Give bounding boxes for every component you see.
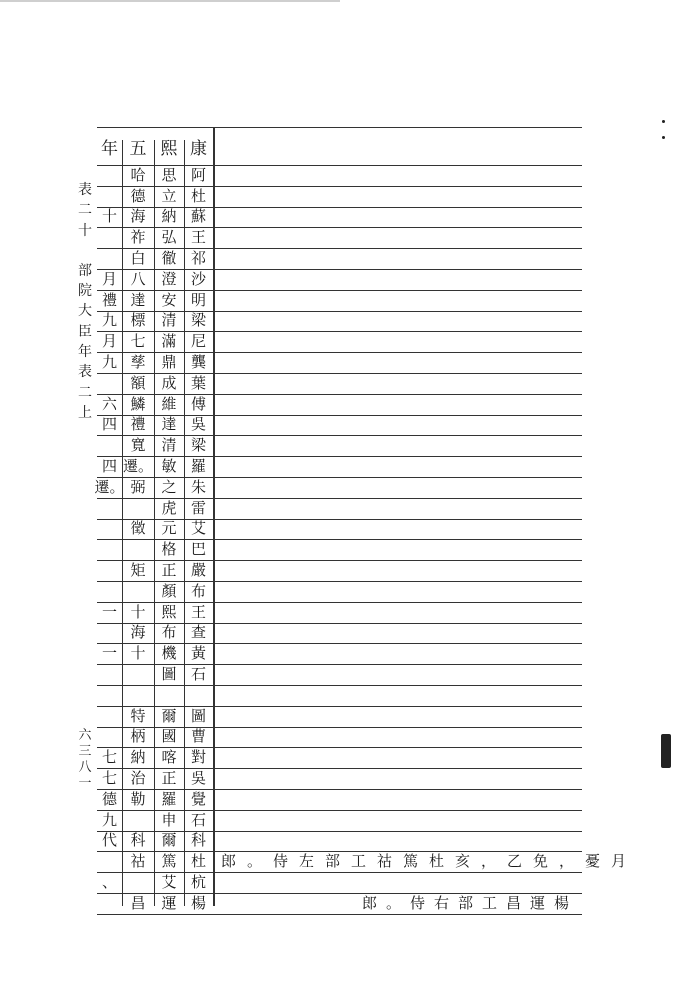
- name-cell: 哈: [130, 165, 146, 184]
- name-cell: 王: [190, 602, 206, 621]
- name-cell: 維: [161, 394, 177, 413]
- name-cell: 沙: [190, 269, 206, 288]
- name-cell: [97, 435, 122, 456]
- name-cell: 葉: [190, 373, 206, 392]
- name-cell: 鼎: [161, 353, 177, 372]
- name-cell: 特: [130, 706, 146, 725]
- name-cell: [97, 227, 122, 248]
- name-cell: 寬: [130, 436, 146, 455]
- name-cell: 年: [101, 138, 118, 159]
- name-cell: [122, 810, 154, 831]
- name-cell: 布: [161, 623, 177, 642]
- name-cell: [97, 893, 122, 914]
- name-cell: [97, 498, 122, 519]
- name-cell: 代: [101, 831, 117, 850]
- name-cell: 九: [101, 810, 117, 829]
- name-cell: 祚: [130, 228, 146, 247]
- name-cell: 康: [190, 138, 207, 159]
- name-cell: 七: [101, 748, 117, 767]
- name-cell: 蘇: [190, 207, 206, 226]
- name-cell: 顏: [161, 581, 177, 600]
- name-cell: 正: [161, 561, 177, 580]
- side-title-char: 表: [78, 364, 92, 381]
- name-cell: 柄: [130, 727, 146, 746]
- name-cell: [97, 248, 122, 269]
- name-cell: [97, 685, 122, 706]
- side-title-char: 十: [78, 222, 92, 239]
- name-cell: 七: [101, 769, 117, 788]
- name-cell: 布: [190, 581, 206, 600]
- name-cell: 科: [190, 831, 206, 850]
- name-cell: 八: [130, 269, 146, 288]
- name-cell: 石: [190, 665, 206, 684]
- page-number-char: 六: [78, 728, 92, 743]
- name-cell: 七: [130, 332, 146, 351]
- row-rule: [97, 914, 582, 915]
- name-cell: [97, 664, 122, 685]
- name-cell: 矩: [130, 561, 146, 580]
- name-cell: 徵: [130, 519, 146, 538]
- name-cell: 杭: [190, 873, 206, 892]
- name-cell: 吳: [190, 769, 206, 788]
- name-cell: 艾: [190, 519, 206, 538]
- name-cell: 十: [130, 644, 146, 663]
- name-cell: 勒: [130, 789, 146, 808]
- name-cell: 爾: [161, 831, 177, 850]
- name-cell: [97, 623, 122, 644]
- side-title-char: 年: [78, 344, 92, 361]
- name-cell: 嚴: [190, 561, 206, 580]
- name-cell: 羅: [161, 789, 177, 808]
- name-cell: 標: [130, 311, 146, 330]
- name-cell: 明: [190, 290, 206, 309]
- page-number-char: 一: [78, 776, 92, 791]
- name-cell: 龔: [190, 353, 206, 372]
- name-cell: 運: [161, 893, 177, 912]
- name-cell: [97, 186, 122, 207]
- name-cell: 六: [101, 394, 117, 413]
- name-cell: [97, 581, 122, 602]
- name-cell: 爾: [161, 706, 177, 725]
- name-cell: 鱗: [130, 394, 146, 413]
- side-title-char: 臣: [78, 323, 92, 340]
- name-cell: [97, 165, 122, 186]
- name-cell: 德: [101, 789, 117, 808]
- name-cell: [122, 664, 154, 685]
- name-cell: 對: [190, 748, 206, 767]
- name-cell: [154, 685, 184, 706]
- name-cell: [184, 685, 213, 706]
- name-cell: 篤: [161, 852, 177, 871]
- name-cell: 德: [130, 186, 146, 205]
- name-cell: 傅: [190, 394, 206, 413]
- name-cell: 楊: [190, 893, 206, 912]
- name-cell: 成: [161, 373, 177, 392]
- name-cell: 圖: [190, 706, 206, 725]
- name-cell: 達: [130, 290, 146, 309]
- name-cell: 五: [129, 138, 147, 159]
- side-title-char: 大: [78, 303, 92, 320]
- name-cell: [97, 373, 122, 394]
- name-cell: [97, 539, 122, 560]
- name-cell: 納: [130, 748, 146, 767]
- name-cell: [97, 560, 122, 581]
- name-cell: 羅: [190, 457, 206, 476]
- name-cell: 禮: [101, 290, 117, 309]
- name-cell: 達: [161, 415, 177, 434]
- side-title: [76, 183, 94, 426]
- name-cell: 、: [101, 873, 117, 892]
- name-cell: 朱: [190, 477, 206, 496]
- name-cell: 四: [101, 457, 117, 476]
- name-cell: 治: [130, 769, 146, 788]
- page-top-edge: [0, 0, 340, 2]
- name-cell: 安: [161, 290, 177, 309]
- margin-dot: [662, 136, 665, 139]
- name-cell: 四: [101, 415, 117, 434]
- name-cell: 月: [101, 332, 117, 351]
- name-cell: 正: [161, 769, 177, 788]
- name-cell: [97, 727, 122, 748]
- name-cell: 弘: [161, 228, 177, 247]
- name-cell: [97, 851, 122, 872]
- side-title-char: 二: [78, 202, 92, 219]
- name-cell: [122, 581, 154, 602]
- name-cell: 阿: [190, 165, 206, 184]
- side-title-char: 二: [78, 384, 92, 401]
- name-cell: 雷: [190, 498, 206, 517]
- name-cell: 海: [130, 623, 146, 642]
- name-cell: 黃: [190, 644, 206, 663]
- name-cell: 艾: [161, 873, 177, 892]
- name-cell: 元: [161, 519, 177, 538]
- name-cell: 申: [161, 810, 177, 829]
- name-cell: 石: [190, 810, 206, 829]
- name-cell: 弼: [130, 477, 146, 496]
- name-cell: 杜: [190, 186, 206, 205]
- name-cell: 虎: [161, 498, 177, 517]
- name-cell: 十: [130, 602, 146, 621]
- name-cell: 滿: [161, 332, 177, 351]
- name-cell: 熙: [160, 138, 178, 159]
- name-cell: 之: [161, 477, 177, 496]
- name-cell: [122, 685, 154, 706]
- side-title-char: 院: [78, 283, 92, 300]
- name-cell: 遷。: [122, 457, 153, 476]
- name-cell: 曹: [190, 727, 206, 746]
- name-cell: 一: [101, 602, 117, 621]
- name-cell: 禮: [130, 415, 146, 434]
- name-cell: 清: [161, 311, 177, 330]
- name-cell: 科: [130, 831, 146, 850]
- name-cell: 澄: [161, 269, 177, 288]
- name-cell: 巴: [190, 540, 206, 559]
- name-cell: 敏: [161, 457, 177, 476]
- name-cell: 白: [130, 249, 146, 268]
- name-cell: 熙: [161, 602, 177, 621]
- side-title-char: 上: [78, 404, 92, 421]
- name-cell: 王: [190, 228, 206, 247]
- name-cell: 一: [101, 644, 117, 663]
- ministers-table: [94, 127, 638, 912]
- name-cell: [122, 539, 154, 560]
- name-cell: 祁: [190, 249, 206, 268]
- name-cell: 額: [130, 373, 146, 392]
- name-cell: 梁: [190, 311, 206, 330]
- name-cell: 清: [161, 436, 177, 455]
- name-cell: 海: [130, 207, 146, 226]
- name-cell: 格: [161, 540, 177, 559]
- page-number: [76, 729, 94, 793]
- name-cell: 吳: [190, 415, 206, 434]
- name-cell: 孳: [130, 353, 146, 372]
- name-cell: 祜: [130, 852, 146, 871]
- name-cell: 機: [161, 644, 177, 663]
- appointment-note: 郎。侍左部工祜篤杜亥，乙免，憂月: [221, 852, 638, 871]
- name-cell: [122, 872, 154, 893]
- name-cell: 尼: [190, 332, 206, 351]
- name-cell: 昌: [130, 893, 146, 912]
- side-title-char: 表: [78, 182, 92, 198]
- name-cell: 查: [190, 623, 206, 642]
- name-cell: [97, 706, 122, 727]
- name-cell: 圖: [161, 665, 177, 684]
- name-cell: 思: [161, 165, 177, 184]
- margin-dot: [662, 120, 665, 123]
- name-cell: 十: [101, 207, 117, 226]
- name-cell: 立: [161, 186, 177, 205]
- name-cell: [97, 519, 122, 540]
- name-cell: 國: [161, 727, 177, 746]
- appointment-note: 郎。侍右部工昌運楊: [361, 894, 578, 912]
- column-rule: [213, 127, 215, 906]
- row-rule: [97, 127, 582, 128]
- name-cell: [122, 498, 154, 519]
- name-cell: 杜: [190, 852, 206, 871]
- side-title-char: 部: [78, 262, 92, 279]
- name-cell: 梁: [190, 436, 206, 455]
- binding-mark: [661, 734, 671, 768]
- name-cell: 遷。: [94, 477, 125, 496]
- name-cell: 徹: [161, 249, 177, 268]
- page-number-char: 八: [78, 760, 92, 775]
- name-cell: 覺: [190, 789, 206, 808]
- name-cell: 喀: [161, 748, 177, 767]
- name-cell: 月: [101, 269, 117, 288]
- name-cell: 納: [161, 207, 177, 226]
- page-number-char: 三: [78, 744, 92, 759]
- name-cell: 九: [101, 311, 117, 330]
- name-cell: 九: [101, 353, 117, 372]
